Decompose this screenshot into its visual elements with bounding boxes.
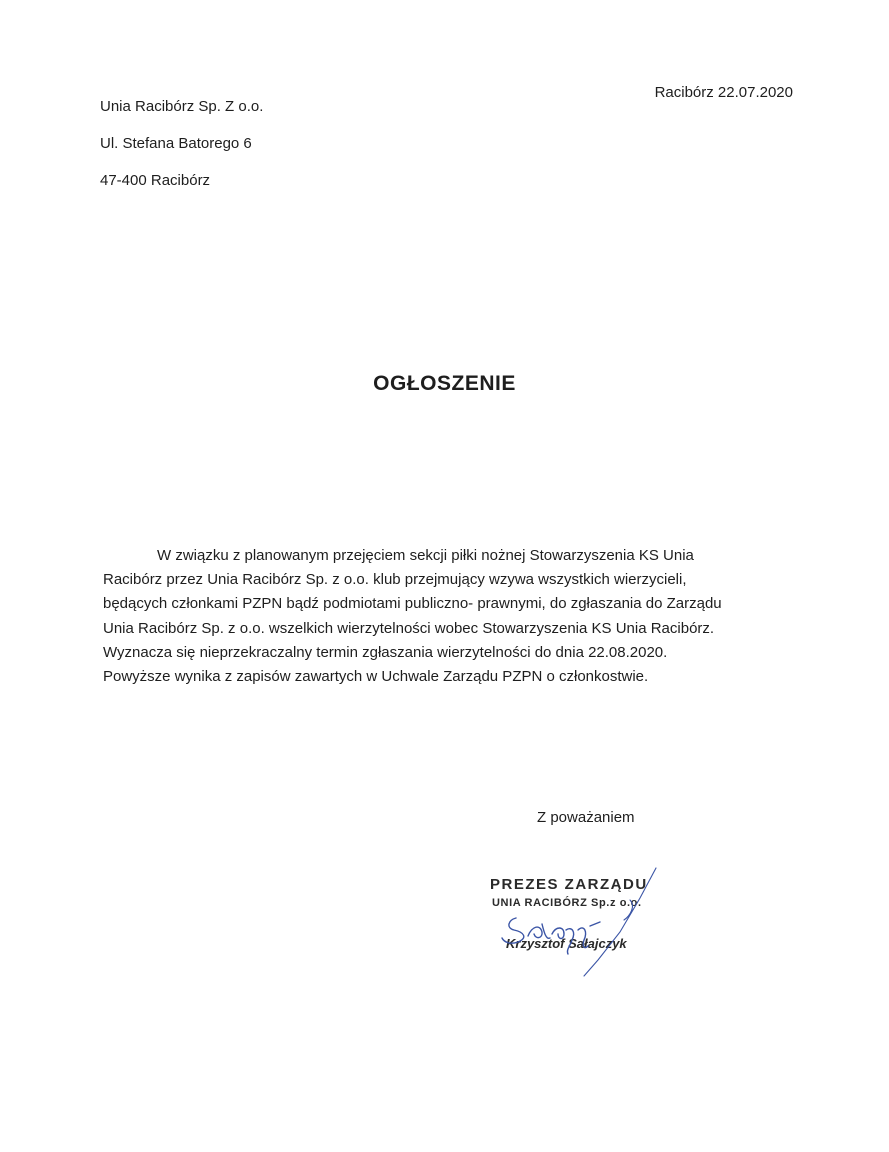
- stamp-company: UNIA RACIBÓRZ Sp.z o.o.: [492, 897, 642, 909]
- sender-city: 47-400 Racibórz: [100, 172, 211, 189]
- document-title: OGŁOSZENIE: [373, 372, 516, 395]
- body-line: Racibórz przez Unia Racibórz Sp. z o.o. klub przejmujący wzywa wszystkich wierzycieli,: [103, 571, 687, 589]
- closing-salutation: Z poważaniem: [537, 809, 635, 826]
- president-stamp: [480, 860, 690, 980]
- announcement-body: [103, 544, 753, 689]
- sender-address: [100, 88, 263, 199]
- place-date: Racibórz 22.07.2020: [654, 84, 793, 101]
- body-line: Powyższe wynika z zapisów zawartych w Uchwale Zarządu PZPN o członkostwie.: [103, 668, 649, 686]
- stamp-person-name: Krzysztof Sałajczyk: [506, 936, 627, 951]
- body-line: Unia Racibórz Sp. z o.o. wszelkich wierzytelności wobec Stowarzyszenia KS Unia Racibórz.: [103, 619, 715, 637]
- body-line: W związku z planowanym przejęciem sekcji piłki nożnej Stowarzyszenia KS Unia: [157, 547, 694, 564]
- body-line: będących członkami PZPN bądź podmiotami publiczno- prawnymi, do zgłaszania do Zarządu: [103, 595, 722, 613]
- sender-street: Ul. Stefana Batorego 6: [100, 135, 252, 152]
- handwritten-signature: [480, 860, 690, 980]
- sender-name: Unia Racibórz Sp. Z o.o.: [100, 98, 264, 115]
- body-line: Wyznacza się nieprzekraczalny termin zgłaszania wierzytelności do dnia 22.08.2020.: [103, 643, 668, 661]
- stamp-title: PREZES ZARZĄDU: [490, 876, 648, 893]
